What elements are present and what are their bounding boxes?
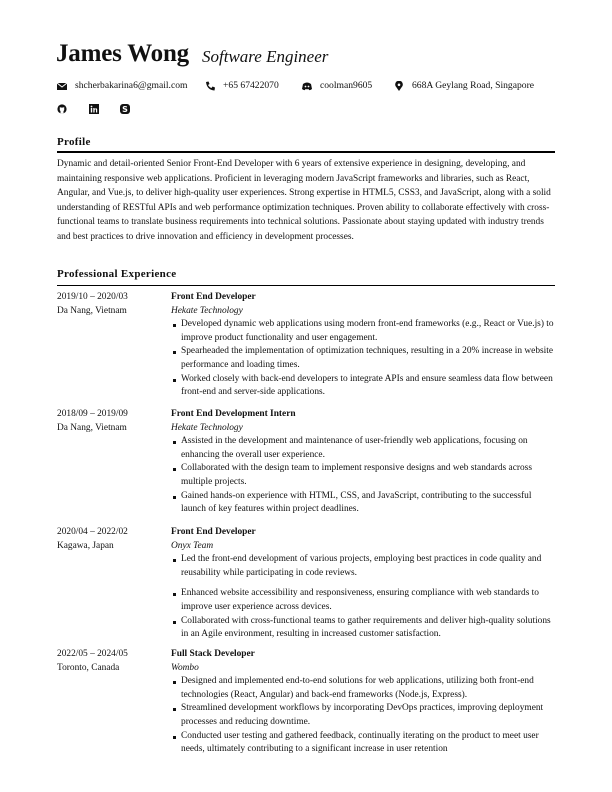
experience-bullet: Collaborated with cross-functional teams to gather requirements and deliver high-quality solutions in an Agile environment, resulting in increased customer satisfaction. (171, 615, 555, 642)
entry-dates: 2020/04 – 2022/02 (57, 527, 128, 537)
skype-icon[interactable] (120, 104, 130, 114)
experience-bullet: Designed and implemented end-to-end solutions for web applications, utilizing both front-end technologies (React, Angular) and back-end frameworks (Node.js, Express). (171, 675, 555, 702)
experience-entry (57, 408, 555, 517)
experience-bullet: Spearheaded the implementation of optimization techniques, resulting in a 20% increase in website performance and loading times. (171, 345, 555, 372)
entry-role: Front End Development Intern (171, 409, 296, 419)
profile-divider (57, 151, 555, 153)
entry-bullets (171, 435, 555, 517)
experience-entry (57, 291, 555, 400)
experience-bullet: Assisted in the development and maintenance of user-friendly web applications, focusing on enhancing the overall user experience. (171, 435, 555, 462)
experience-bullet: Led the front-end development of various projects, employing best practices in code quality and reusability while participating in code reviews. (171, 553, 555, 580)
discord-text: coolman9605 (320, 80, 373, 91)
experience-bullet: Enhanced website accessibility and responsiveness, ensuring compliance with web standards to improve user experience across devices. (171, 587, 555, 614)
entry-bullets (171, 318, 555, 400)
experience-divider (57, 285, 555, 286)
location-pin-icon (394, 81, 404, 91)
envelope-icon (57, 81, 67, 91)
experience-heading: Professional Experience (57, 268, 177, 280)
phone-text: +65 67422070 (223, 80, 279, 91)
experience-entry (57, 648, 555, 757)
entry-dates: 2022/05 – 2024/05 (57, 649, 128, 659)
github-icon[interactable] (57, 104, 67, 114)
experience-entry (57, 526, 555, 642)
experience-bullet: Gained hands-on experience with HTML, CSS, and JavaScript, contributing to the successful launch of key features within project deadlines. (171, 490, 555, 517)
contact-phone[interactable] (205, 80, 279, 91)
entry-company: Hekate Technology (171, 305, 243, 316)
address-text: 668A Geylang Road, Singapore (412, 80, 535, 91)
candidate-name: James Wong (56, 40, 189, 67)
experience-bullet: Collaborated with the design team to implement responsive designs and web standards across multiple projects. (171, 462, 555, 489)
entry-bullets (171, 553, 555, 642)
entry-location: Da Nang, Vietnam (57, 422, 127, 433)
entry-role: Front End Developer (171, 527, 256, 537)
experience-bullet: Developed dynamic web applications using modern front-end frameworks (e.g., React or Vue.js) to improve product functionality and user engagement. (171, 318, 555, 345)
entry-company: Wombo (171, 662, 199, 673)
experience-bullet: Streamlined development workflows by incorporating DevOps practices, improving deployment processes and reducing downtime. (171, 702, 555, 729)
contact-address[interactable] (394, 80, 534, 91)
linkedin-icon[interactable] (89, 104, 99, 114)
entry-company: Onyx Team (171, 540, 214, 551)
phone-icon (205, 81, 215, 91)
entry-role: Full Stack Developer (171, 649, 255, 659)
entry-dates: 2018/09 – 2019/09 (57, 409, 128, 419)
experience-bullet: Conducted user testing and gathered feedback, continually iterating on the product to meet user needs, ultimately contributing to a significant increase in user retention (171, 730, 555, 757)
discord-icon (302, 81, 312, 91)
contact-email[interactable] (57, 80, 187, 91)
entry-location: Kagawa, Japan (57, 540, 114, 551)
entry-location: Toronto, Canada (57, 662, 120, 673)
entry-location: Da Nang, Vietnam (57, 305, 127, 316)
profile-heading: Profile (57, 136, 91, 148)
job-title: Software Engineer (202, 47, 329, 66)
profile-summary: Dynamic and detail-oriented Senior Front-End Developer with 6 years of extensive experience in designing, developing, and maintaining responsive web applications. Proficient in leveraging modern JavaScript frameworks and libraries, such as React, Angular, and Vue.js, to deliver high-quality user experiences. Strong expertise in HTML5, CSS3, and JavaScript, along with a solid understanding of RESTful APIs and web performance optimization techniques. Proven ability to collaborate effectively with cross-functional teams to translate business requirements into technical solutions. Passionate about staying updated with industry trends and best practices to drive innovation and efficiency in development processes. (57, 159, 551, 242)
email-text: shcherbakarina6@gmail.com (75, 80, 188, 91)
entry-company: Hekate Technology (171, 422, 243, 433)
entry-role: Front End Developer (171, 292, 256, 302)
entry-bullets (171, 675, 555, 757)
experience-bullet: Worked closely with back-end developers to integrate APIs and ensure seamless data flow between front-end and server-side applications. (171, 373, 555, 400)
contact-discord[interactable] (302, 80, 372, 91)
entry-dates: 2019/10 – 2020/03 (57, 292, 128, 302)
svg-text:S: S (122, 105, 128, 114)
